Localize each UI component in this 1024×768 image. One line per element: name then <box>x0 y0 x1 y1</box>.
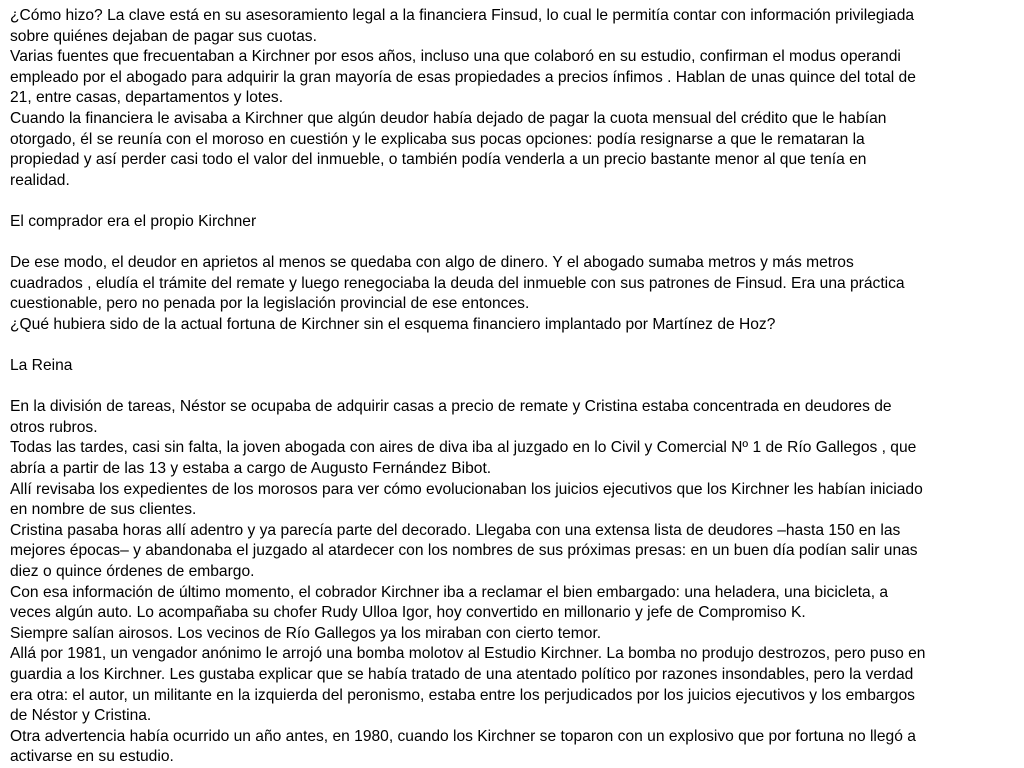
blank-line <box>10 377 1016 398</box>
subheading-la-reina: La Reina <box>10 357 73 375</box>
paragraph <box>10 644 1016 726</box>
text-line: Varias fuentes que frecuentaban a Kirchner por esos años, incluso una que colaboró en su estudio, confirman el modus operandi <box>10 48 901 66</box>
paragraph <box>10 727 1016 768</box>
text-line: En la división de tareas, Néstor se ocupaba de adquirir casas a precio de remate y Cristina estaba concentrada en deudores de <box>10 398 892 416</box>
text-line: sobre quiénes dejaban de pagar sus cuotas. <box>10 27 317 45</box>
text-line: Otra advertencia había ocurrido un año antes, en 1980, cuando los Kirchner se toparon con un explosivo que por fortuna no llegó a <box>10 727 916 745</box>
text-line: 21, entre casas, departamentos y lotes. <box>10 89 284 107</box>
paragraph <box>10 397 1016 438</box>
text-line: de Néstor y Cristina. <box>10 707 152 725</box>
paragraph <box>10 109 1016 191</box>
text-line: otorgado, él se reunía con el moroso en cuestión y le explicaba sus pocas opciones: podía resignarse a que le remataran la <box>10 130 865 148</box>
text-line: cuestionable, pero no penada por la legislación provincial de ese entonces. <box>10 295 530 313</box>
text-line: propiedad y así perder casi todo el valor del inmueble, o también podía venderla a un precio bastante menor al que tenía en <box>10 151 867 169</box>
text-line: Cristina pasaba horas allí adentro y ya parecía parte del decorado. Llegaba con una extensa lista de deudores –hasta 150 en las <box>10 521 901 539</box>
text-line: De ese modo, el deudor en aprietos al menos se quedaba con algo de dinero. Y el abogado sumaba metros y más metros <box>10 254 854 272</box>
text-line: Siempre salían airosos. Los vecinos de Río Gallegos ya los miraban con cierto temor. <box>10 624 602 642</box>
paragraph <box>10 438 1016 479</box>
paragraph <box>10 583 1016 624</box>
text-line: guardia a los Kirchner. Les gustaba explicar que se había tratado de una atentado político por razones insondables, pero la verdad <box>10 666 914 683</box>
paragraph <box>10 47 1016 109</box>
blank-line <box>10 233 1016 254</box>
text-line: Con esa información de último momento, el cobrador Kirchner iba a reclamar el bien embargado: una heladera, una bicicleta, a <box>10 583 889 601</box>
text-line: veces algún auto. Lo acompañaba su chofer Rudy Ulloa Igor, hoy convertido en millonario y jefe de Compromiso K. <box>10 604 806 622</box>
text-line: empleado por el abogado para adquirir la gran mayoría de esas propiedades a precios ínfimos . Hablan de unas quince del total de <box>10 68 916 86</box>
paragraph <box>10 253 1016 315</box>
paragraph <box>10 480 1016 521</box>
paragraph <box>10 521 1016 583</box>
text-line: ¿Qué hubiera sido de la actual fortuna de Kirchner sin el esquema financiero implantado por Martínez de Hoz? <box>10 315 776 333</box>
text-line: activarse en su estudio. <box>10 748 174 766</box>
text-line: era otra: el autor, un militante en la izquierda del peronismo, estaba entre los perjudicados por los juicios ejecutivos y los embargos <box>10 686 915 704</box>
text-line: realidad. <box>10 171 70 189</box>
text-line: en nombre de sus clientes. <box>10 501 197 519</box>
document-body <box>10 6 1016 768</box>
blank-line <box>10 191 1016 212</box>
subheading-comprador: El comprador era el propio Kirchner <box>10 212 257 230</box>
text-line: Allí revisaba los expedientes de los morosos para ver cómo evolucionaban los juicios ejecutivos que los Kirchner les habían iniciado <box>10 480 923 498</box>
text-line: otros rubros. <box>10 418 98 436</box>
paragraph <box>10 6 1016 47</box>
text-line: Allá por 1981, un vengador anónimo le arrojó una bomba molotov al Estudio Kirchner. La bomba no produjo destrozos, pero puso en <box>10 645 926 663</box>
blank-line <box>10 336 1016 357</box>
text-line: abría a partir de las 13 y estaba a cargo de Augusto Fernández Bibot. <box>10 460 492 478</box>
text-line: diez o quince órdenes de embargo. <box>10 563 255 581</box>
text-line: Todas las tardes, casi sin falta, la joven abogada con aires de diva iba al juzgado en lo Civil y Comercial Nº 1 de Río Gallegos , que <box>10 439 917 457</box>
text-line: cuadrados , eludía el trámite del remate y luego renegociaba la deuda del inmueble con sus patrones de Finsud. Era una práctica <box>10 274 905 292</box>
text-line: ¿Cómo hizo? La clave está en su asesoramiento legal a la financiera Finsud, lo cual le permitía contar con información privilegiada <box>10 7 915 24</box>
text-line: Cuando la financiera le avisaba a Kirchner que algún deudor había dejado de pagar la cuota mensual del crédito que le habían <box>10 109 887 127</box>
text-line: mejores épocas– y abandonaba el juzgado al atardecer con los nombres de sus próximas presas: en un buen día podían salir unas <box>10 542 918 560</box>
